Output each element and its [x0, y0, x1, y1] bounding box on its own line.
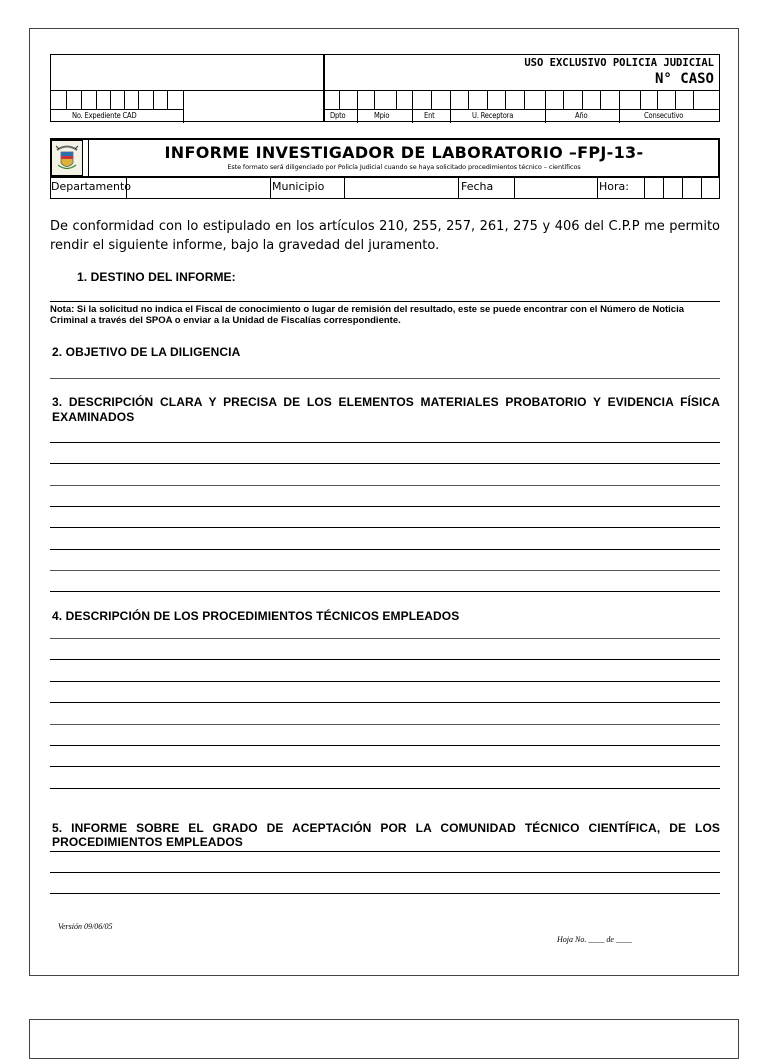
divider [50, 893, 720, 894]
descripcion-elementos-field[interactable] [50, 427, 720, 591]
divider [50, 527, 720, 528]
section-3-heading: 3. DESCRIPCIÓN CLARA Y PRECISA DE LOS ELEMENTOS MATERIALES PROBATORIO Y EVIDENCIA FÍSICA EXAMINADOS [52, 395, 720, 424]
intro-paragraph: De conformidad con lo estipulado en los artículos 210, 255, 257, 261, 275 y 406 del C.P.P me permito rendir el siguiente informe, bajo la gravedad del juramento. [50, 219, 720, 253]
hoja-label: Hoja No. ____ de ____ [557, 935, 632, 944]
section-4-heading: 4. DESCRIPCIÓN DE LOS PROCEDIMIENTOS TÉCNICOS EMPLEADOS [52, 609, 460, 623]
fecha-field[interactable] [515, 179, 597, 198]
form-page [29, 28, 739, 976]
case-label-u-receptora: U. Receptora [472, 111, 514, 120]
case-label-consecutivo: Consecutivo [644, 111, 684, 120]
divider [50, 549, 720, 550]
divider [50, 506, 720, 507]
case-label-anio: Año [575, 111, 588, 120]
destino-field[interactable] [50, 285, 720, 301]
hora-label: Hora: [599, 180, 629, 193]
expediente-grid [50, 90, 324, 123]
section-2-heading: 2. OBJETIVO DE LA DILIGENCIA [52, 345, 241, 359]
divider [50, 378, 720, 379]
divider [50, 702, 720, 703]
form-title: INFORME INVESTIGADOR DE LABORATORIO –FPJ-13- [164, 143, 644, 162]
expediente-label: No. Expediente CAD [72, 111, 137, 120]
departamento-field[interactable] [127, 179, 270, 198]
departamento-label: Departamento [51, 180, 132, 193]
form-subtitle: Este formato será diligenciado por Policía Judicial cuando se haya solicitado procedimientos técnico – científicos [227, 163, 581, 171]
divider [50, 872, 720, 873]
divider [50, 591, 720, 592]
n-caso-label: N° CASO [654, 71, 714, 87]
section-5-heading: 5. INFORME SOBRE EL GRADO DE ACEPTACIÓN POR LA COMUNIDAD TÉCNICO CIENTÍFICA, DE LOS PROCEDIMIENTOS EMPLEADOS [52, 821, 720, 849]
divider [50, 570, 720, 571]
version-label: Versión 09/06/05 [58, 922, 113, 931]
case-label-dpto: Dpto [330, 111, 346, 120]
case-label-ent: Ent [424, 111, 435, 120]
divider [50, 788, 720, 789]
divider [50, 681, 720, 682]
next-page-frame [29, 1019, 739, 1059]
divider [50, 745, 720, 746]
divider [50, 301, 720, 302]
divider [50, 638, 720, 639]
hora-field[interactable] [645, 179, 719, 198]
section-1-heading: 1. DESTINO DEL INFORME: [77, 270, 236, 284]
colombia-coat-of-arms-icon [51, 140, 83, 176]
municipio-field[interactable] [345, 179, 458, 198]
fecha-label: Fecha [461, 180, 494, 193]
divider [50, 463, 720, 464]
divider [50, 442, 720, 443]
case-label-mpio: Mpio [374, 111, 390, 120]
procedimientos-field[interactable] [50, 625, 720, 789]
divider [50, 485, 720, 486]
divider [50, 766, 720, 767]
uso-exclusivo-label: USO EXCLUSIVO POLICIA JUDICIAL [524, 57, 714, 69]
divider [50, 851, 720, 852]
divider [50, 659, 720, 660]
case-number-grid [324, 90, 720, 123]
section-1-note: Nota: Si la solicitud no indica el Fiscal de conocimiento o lugar de remisión del resultado, este se puede encontrar con el Número de Noticia Criminal a través del SPOA o enviar a la Unidad de Fiscalías correspondiente. [50, 304, 685, 326]
divider [50, 724, 720, 725]
municipio-label: Municipio [272, 180, 325, 193]
objetivo-field[interactable] [50, 361, 720, 378]
